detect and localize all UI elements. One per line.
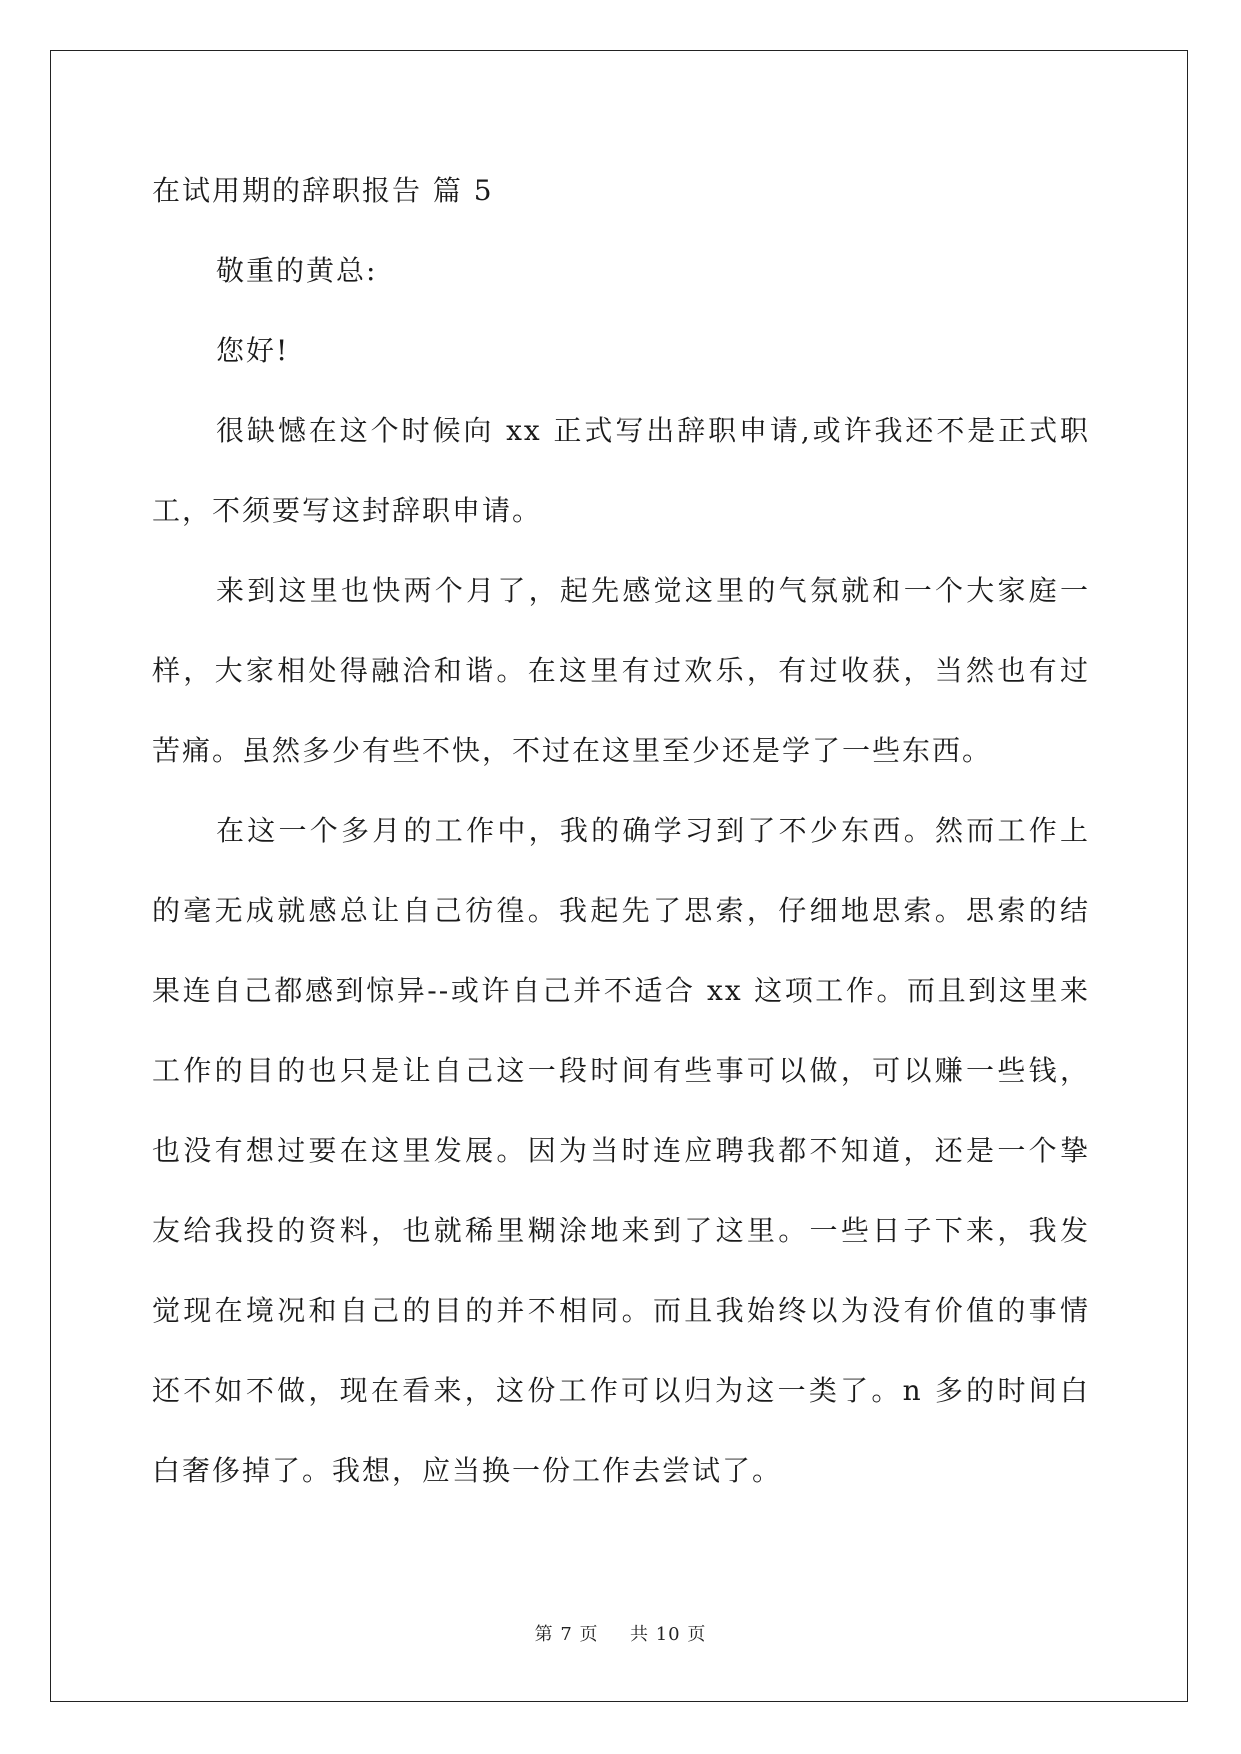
page-number-current: 第 7 页 bbox=[534, 1624, 599, 1645]
paragraph-3-line-4: 工作的目的也只是让自己这一段时间有些事可以做，可以赚一些钱， bbox=[152, 1054, 1090, 1087]
paragraph-1-line-1: 很缺憾在这个时候向 xx 正式写出辞职申请,或许我还不是正式职 bbox=[216, 414, 1090, 447]
paragraph-3-line-2: 的毫无成就感总让自己彷徨。我起先了思索，仔细地思索。思索的结 bbox=[152, 894, 1090, 927]
page-footer bbox=[0, 1620, 1241, 1646]
paragraph-3-line-3: 果连自己都感到惊异--或许自己并不适合 xx 这项工作。而且到这里来 bbox=[152, 974, 1090, 1007]
paragraph-2-line-1: 来到这里也快两个月了，起先感觉这里的气氛就和一个大家庭一 bbox=[216, 574, 1090, 607]
document-heading: 在试用期的辞职报告 篇 5 bbox=[152, 174, 494, 207]
paragraph-3-line-9: 白奢侈掉了。我想，应当换一份工作去尝试了。 bbox=[152, 1454, 783, 1487]
paragraph-3-line-5: 也没有想过要在这里发展。因为当时连应聘我都不知道，还是一个挚 bbox=[152, 1134, 1090, 1167]
salutation: 敬重的黄总: bbox=[216, 254, 378, 287]
paragraph-3-line-7: 觉现在境况和自己的目的并不相同。而且我始终以为没有价值的事情 bbox=[152, 1294, 1090, 1327]
paragraph-2-line-2: 样，大家相处得融洽和谐。在这里有过欢乐，有过收获，当然也有过 bbox=[152, 654, 1090, 687]
page-number-total: 共 10 页 bbox=[630, 1624, 707, 1645]
paragraph-1-line-2: 工，不须要写这封辞职申请。 bbox=[152, 494, 543, 527]
paragraph-3-line-6: 友给我投的资料，也就稀里糊涂地来到了这里。一些日子下来，我发 bbox=[152, 1214, 1090, 1247]
greeting: 您好! bbox=[216, 334, 290, 367]
paragraph-3-line-8: 还不如不做，现在看来，这份工作可以归为这一类了。n 多的时间白 bbox=[152, 1374, 1090, 1407]
paragraph-3-line-1: 在这一个多月的工作中，我的确学习到了不少东西。然而工作上 bbox=[216, 814, 1090, 847]
paragraph-2-line-3: 苦痛。虽然多少有些不快，不过在这里至少还是学了一些东西。 bbox=[152, 734, 993, 767]
document-body bbox=[152, 165, 1090, 1525]
